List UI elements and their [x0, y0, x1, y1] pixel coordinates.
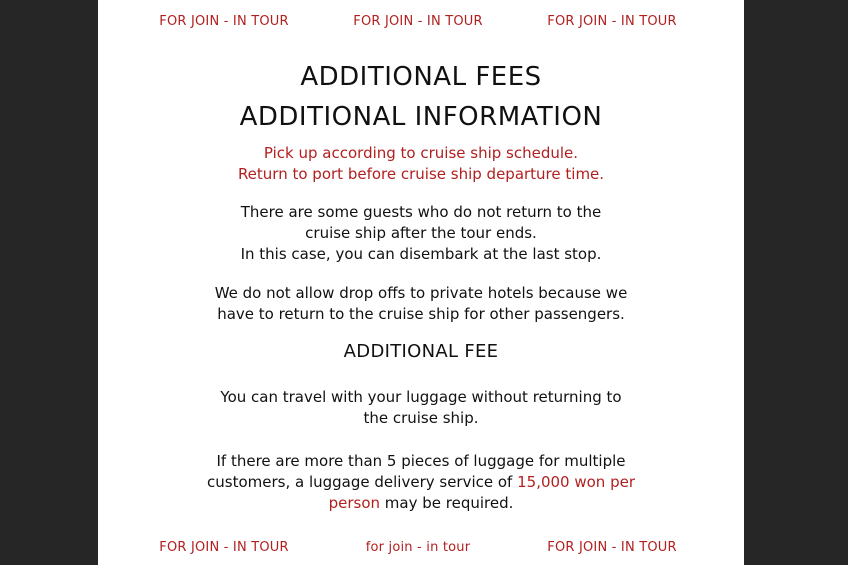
pickup-note-line-1: Pick up according to cruise ship schedule. [263, 144, 579, 162]
guests-note-line-2: cruise ship after the tour ends. [305, 224, 537, 242]
delivery-note-line-2 [98, 472, 744, 493]
bottom-tag-right: FOR JOIN - IN TOUR [547, 540, 677, 555]
dropoff-note-line-2: have to return to the cruise ship for other passengers. [217, 305, 625, 323]
heading-line-1: ADDITIONAL FEES [300, 62, 542, 92]
luggage-note-line-2: the cruise ship. [363, 409, 479, 427]
fee-heading: ADDITIONAL FEE [343, 341, 499, 362]
delivery-note [98, 451, 744, 514]
info-card [98, 0, 744, 565]
heading-line-2: ADDITIONAL INFORMATION [239, 102, 603, 132]
dropoff-note [98, 283, 744, 325]
guests-note-line-1: There are some guests who do not return to the [240, 203, 602, 221]
delivery-note-line-3-suffix: may be required. [380, 494, 514, 512]
top-tag-left: FOR JOIN - IN TOUR [159, 14, 289, 29]
delivery-per-person-highlight: person [328, 494, 381, 512]
dropoff-note-line-1: We do not allow drop offs to private hotels because we [214, 284, 628, 302]
pickup-note [98, 143, 744, 185]
delivery-note-line-2-prefix: customers, a luggage delivery service of [207, 473, 518, 491]
bottom-tag-center: for join - in tour [365, 540, 471, 555]
luggage-note [98, 387, 744, 429]
delivery-note-line-3 [98, 493, 744, 514]
guests-note [98, 202, 744, 265]
delivery-note-line-1: If there are more than 5 pieces of luggage for multiple [216, 452, 626, 470]
top-tag-right: FOR JOIN - IN TOUR [547, 14, 677, 29]
guests-note-line-3: In this case, you can disembark at the last stop. [240, 245, 602, 263]
bottom-tag-left: FOR JOIN - IN TOUR [159, 540, 289, 555]
luggage-note-line-1: You can travel with your luggage without returning to [220, 388, 622, 406]
pickup-note-line-2: Return to port before cruise ship departure time. [237, 165, 605, 183]
top-tag-center: FOR JOIN - IN TOUR [353, 14, 483, 29]
delivery-price-highlight: 15,000 won per [517, 473, 635, 491]
